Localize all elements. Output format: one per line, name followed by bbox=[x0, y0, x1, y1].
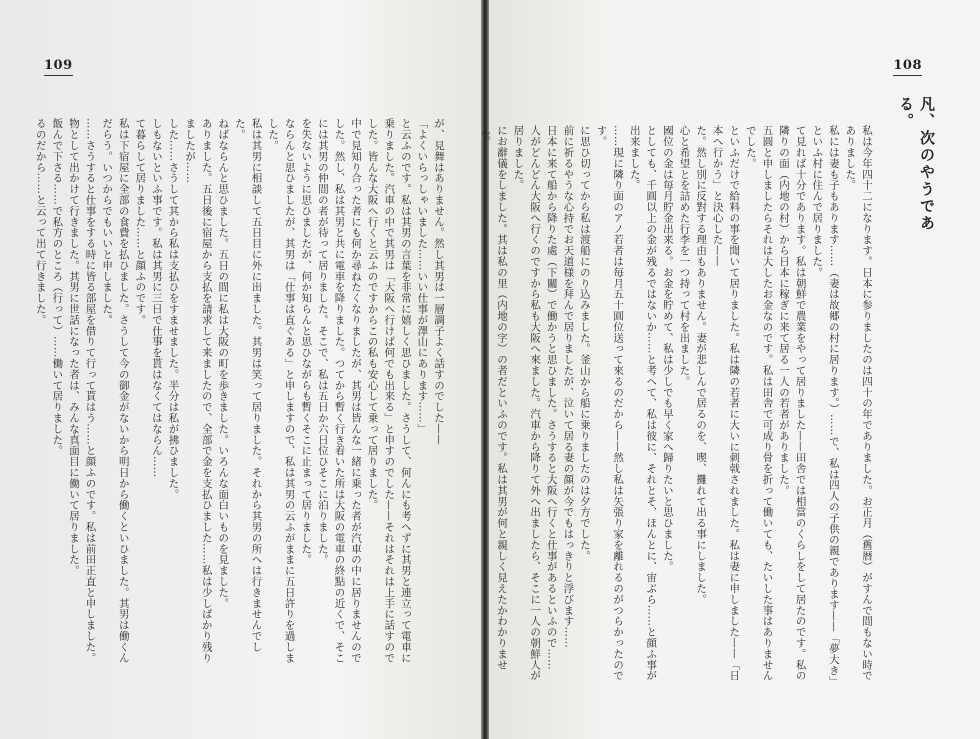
paragraph: にお辭儀をしました。其は私の里（内地の字）の者だといふのです。私は其男が何と親しく見えたかわかりません。 bbox=[479, 125, 508, 670]
paragraph: 日本に来て船から降りた處（下關）で働かうと思ひました。さうすると大阪へ行くと仕事があるといふので…… bbox=[545, 125, 558, 670]
paragraph: るのだから……と云って出て行きました。 bbox=[34, 118, 47, 326]
paragraph: 中で見知り合った者にも何か尋ねたくなりましたが、其男は皆んな一緒に乗った者が汽車の中に居りませんのでした。然し、私は其男と共に電車を降りました。つてから暫く行き着いた所は大阪の電車の終點の近くで、そこには其男の仲間の者が待って居りました。そこで、私は五日か六日位ひそこに泊りました。 bbox=[316, 118, 363, 663]
paragraph: て見れば十分であります。私は朝鮮で農業をやって居りました——田舎では相當のくらしをして居たのです。私の隣りの面（内地の村）から日本に稼ぎに来て居る一人の若者がありました。 bbox=[778, 125, 807, 681]
left-page bbox=[0, 0, 481, 739]
paragraph: といふだけで給料の事を聞いて居りました。私は隣の若者に大いに刺戟されました。私は妻に申しました——「日本へ行かう」と決心した—— bbox=[711, 125, 741, 681]
paragraph: 私には妻も子もあります……（妻は故郷の村に居ります。）……で、私は四人の子供の親であります——「夢大き」といふ村に住んで居りました。 bbox=[811, 125, 840, 682]
paragraph: 國位の金は毎月貯金出来る。お金を貯めて、私は少しでも早く家へ歸りたいと思ひました。 bbox=[661, 125, 674, 572]
paragraph: ならんと思ひましたが、其男は「仕事は直ぐある」と申しますので、私は其男の云ふがままに五日許りを過しました。 bbox=[267, 118, 296, 663]
paragraph: に思ひ切ってから私は渡船にのり込みました。釜山から船に乗りましたのは夕方でした。 bbox=[578, 125, 591, 561]
paragraph: 飯んで下さる……で私方のところ（行って）……働いて居りました。 bbox=[51, 118, 64, 456]
paragraph: と云ふのです。私は其男の言葉を非常に嬉しく思ひました。さうして、何んにも考へずに其男と連立って電車に乗りました。汽車の中で其男は「大阪へ行けば何でも出来る」と申すのでした——それはそれは上手に話すのでした。皆んな大阪へ行くと云ふのですからこの私も安心して乗って居りました。 bbox=[366, 118, 412, 663]
paragraph: 人がどんどん大阪へ行くのですから私も大阪へ來ました。汽車から降りて外へ出ましたら、そこに一人の朝鮮人が居りました。 bbox=[512, 125, 542, 681]
paragraph: ねばならんと思ひました。五日の間に私は大阪の町を歩きました。いろんな面白いものを見ました。 bbox=[217, 118, 230, 609]
paragraph: ……現に隣り面のアノ若者は毎月五十圓位送って來るのだから——然し私は矢張り家を離れるのがつらかったのです。 bbox=[595, 125, 625, 681]
paragraph: 私は其男に相談して五日目に外に出ました。其男は笑って居りました。それから其男の所へは行きませんでした。 bbox=[233, 118, 263, 653]
section-heading: 凡、次のやうである。 bbox=[897, 96, 936, 232]
paragraph: 心と希望とを詰めた行李を一つ持って村を出ました。 bbox=[678, 125, 691, 387]
paragraph: を失ないように思ひましたが、何か知らんと思ひながらも暫くそこに止まって居りました。 bbox=[300, 118, 313, 565]
right-page-text bbox=[479, 125, 875, 685]
paragraph: しもないといふ事です。私は其男に三日で仕事を貰はなくてはならん…… bbox=[150, 118, 163, 478]
paragraph: が、見舞はありません。然し其男は一層調子よく話すのでした—— bbox=[433, 118, 445, 445]
paragraph: 私は下宿屋に全部の食費を払ひました。さうして今の御金がないから明日から働くといひました。其男は働くんだらう。いつからでもいいと申しました。 bbox=[101, 118, 130, 663]
left-page-text bbox=[34, 118, 447, 673]
paragraph: 私は今年四十二になります。日本に参りましたのは四十の年でありました。お正月（舊暦）がすんで間もない時でありました。 bbox=[844, 125, 873, 681]
paragraph: 前に祈るやうな心持でお天道様を拜んで居りましたが、泣いて居る妻の顔が今でもはっきりと浮びます…… bbox=[562, 125, 575, 649]
page-number-right: 108 bbox=[893, 58, 922, 73]
paragraph: ありました。五日後に宿屋から支払を請求して来ましたので、全部で金を支払ひました……私は少しばかり残りましたが…… bbox=[184, 118, 213, 663]
paragraph: としても、千圓以上の金が残るではないか……と考へて、私は彼に、それとそ、ほんとに、宙ぶら……と顔ふ事が出来ました。 bbox=[628, 125, 658, 681]
paragraph: 物として出かけて行きました。其男に世話になった者は、みんな真面目に働いて居りました。 bbox=[67, 118, 80, 576]
paragraph: て暮らして居りました……と顔ふのです。 bbox=[134, 118, 147, 326]
paragraph: 五圓と申しましたらそれは大したお金なのです。私は田舎で可成り骨を折って働いても、たいした事はありませんでした。 bbox=[744, 125, 774, 681]
paragraph: 「よくいらっしゃいました……いい仕事が澤山にあります……」 bbox=[416, 118, 429, 435]
paragraph: た。然し別に反對する理由もありません。妻が悲しんで居るのを、喫、攤れて出る事にしました。 bbox=[695, 125, 708, 605]
paragraph: した……さうして其から私は支払ひをすませました。半分は私が拂ひました。 bbox=[167, 118, 180, 500]
paragraph: ……さうすると仕事をする時に皆る部屋を借りて行って貰はう……と顔ふのです。私は前田正直と申しました。 bbox=[84, 118, 97, 663]
page-number-left: 109 bbox=[44, 58, 73, 73]
